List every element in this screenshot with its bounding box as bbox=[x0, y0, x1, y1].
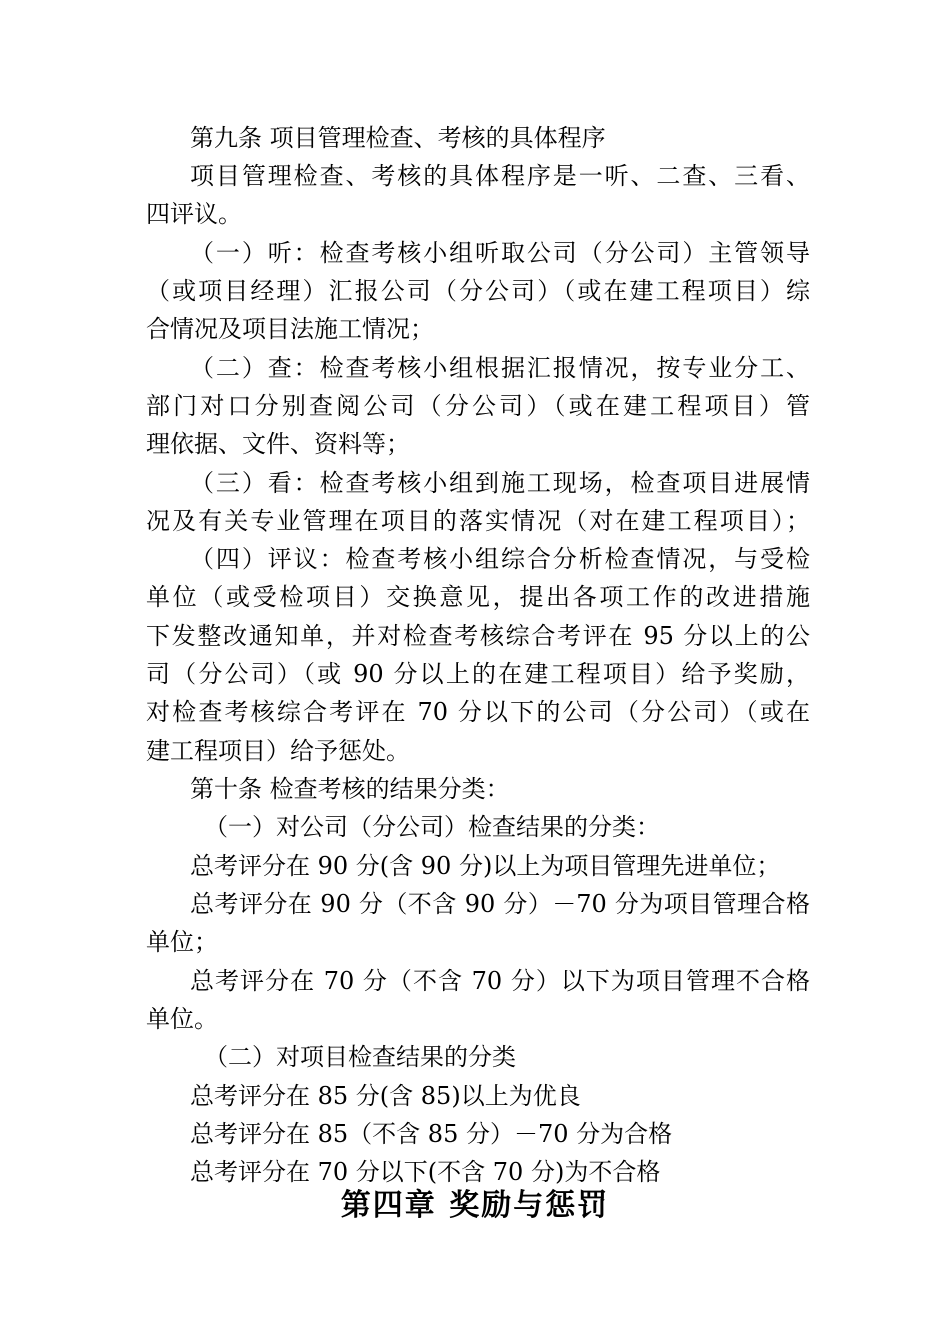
paragraph-line: 四评议。 bbox=[146, 200, 242, 228]
paragraph-line: 总考评分在 85 分(含 85)以上为优良 bbox=[190, 1082, 581, 1110]
chapter-title: 第四章 奖励与惩罚 bbox=[340, 1188, 610, 1223]
paragraph-line: 下发整改通知单，并对检查考核综合考评在 95 分以上的公 bbox=[146, 622, 810, 650]
paragraph-line: 总考评分在 90 分（不含 90 分）－70 分为项目管理合格 bbox=[190, 890, 810, 918]
paragraph-line: 部门对口分别查阅公司（分公司）（或在建工程项目）管 bbox=[146, 392, 810, 420]
article-10-heading: 第十条 检查考核的结果分类： bbox=[190, 775, 510, 803]
paragraph-line: （二）查：检查考核小组根据汇报情况，按专业分工、 bbox=[190, 354, 810, 382]
paragraph-line: （或项目经理）汇报公司（分公司）（或在建工程项目）综 bbox=[146, 277, 810, 305]
paragraph-line: 总考评分在 70 分（不含 70 分）以下为项目管理不合格 bbox=[190, 967, 810, 995]
paragraph-line: 总考评分在 70 分以下(不含 70 分)为不合格 bbox=[190, 1158, 661, 1186]
paragraph-line: 对检查考核综合考评在 70 分以下的公司（分公司）（或在 bbox=[146, 698, 810, 726]
paragraph-line: （一）对公司（分公司）检查结果的分类： bbox=[204, 813, 660, 841]
paragraph-line: 单位。 bbox=[146, 1005, 218, 1033]
paragraph-line: （二）对项目检查结果的分类 bbox=[204, 1043, 516, 1071]
paragraph-line: 单位（或受检项目）交换意见，提出各项工作的改进措施 bbox=[146, 583, 810, 611]
paragraph-line: 司（分公司）（或 90 分以上的在建工程项目）给予奖励， bbox=[146, 660, 810, 688]
paragraph-line: 总考评分在 90 分(含 90 分)以上为项目管理先进单位； bbox=[190, 852, 781, 880]
paragraph-line: （三）看：检查考核小组到施工现场，检查项目进展情 bbox=[190, 469, 810, 497]
paragraph-line: 况及有关专业管理在项目的落实情况（对在建工程项目）； bbox=[146, 507, 810, 535]
paragraph-line: 理依据、文件、资料等； bbox=[146, 430, 410, 458]
paragraph-line: （四）评议：检查考核小组综合分析检查情况，与受检 bbox=[190, 545, 810, 573]
paragraph-line: 单位； bbox=[146, 928, 218, 956]
article-9-heading: 第九条 项目管理检查、考核的具体程序 bbox=[190, 124, 606, 152]
paragraph-line: （一）听：检查考核小组听取公司（分公司）主管领导 bbox=[190, 239, 810, 267]
paragraph-line: 总考评分在 85（不含 85 分）－70 分为合格 bbox=[190, 1120, 673, 1148]
paragraph-line: 建工程项目）给予惩处。 bbox=[146, 737, 410, 765]
paragraph-line: 合情况及项目法施工情况； bbox=[146, 315, 434, 343]
paragraph-line: 项目管理检查、考核的具体程序是一听、二查、三看、 bbox=[190, 162, 810, 190]
